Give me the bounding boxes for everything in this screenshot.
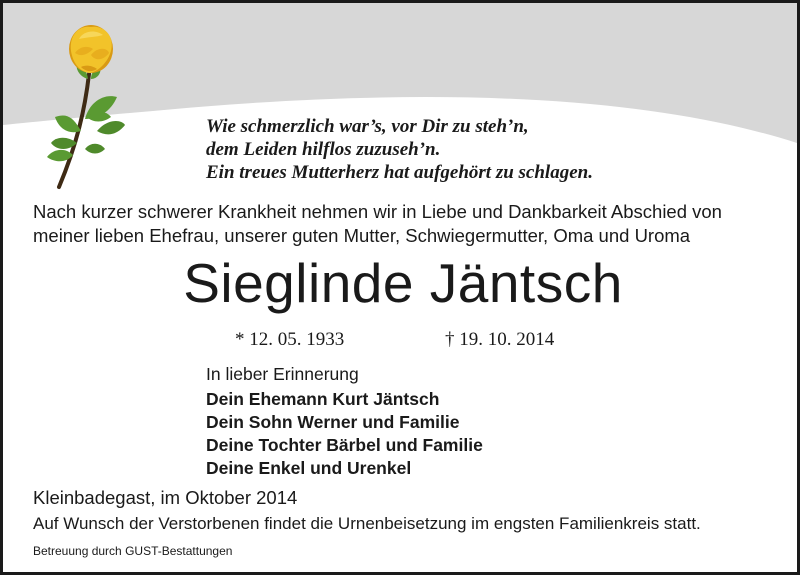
place-date: Kleinbadegast, im Oktober 2014 [33, 487, 298, 508]
mourners-list [206, 388, 483, 480]
intro-text [33, 200, 778, 248]
mourner-line: Deine Tochter Bärbel und Familie [206, 435, 483, 455]
poem [206, 115, 593, 184]
memory-label: In lieber Erinnerung [206, 364, 359, 384]
undertaker-credit: Betreuung durch GUST-Bestattungen [33, 544, 233, 558]
poem-line: Ein treues Mutterherz hat aufgehört zu schlagen. [206, 162, 593, 183]
intro-line: meiner lieben Ehefrau, unserer guten Mutter, Schwiegermutter, Oma und Uroma [33, 225, 691, 246]
deceased-name: Sieglinde Jäntsch [183, 252, 623, 314]
intro-line: Nach kurzer schwerer Krankheit nehmen wir in Liebe und Dankbarkeit Abschied von [33, 201, 722, 222]
mourner-line: Dein Sohn Werner und Familie [206, 412, 460, 432]
poem-line: dem Leiden hilflos zuzuseh’n. [206, 139, 441, 160]
funeral-note: Auf Wunsch der Verstorbenen findet die Urnenbeisetzung im engsten Familienkreis statt. [33, 514, 701, 533]
birth-date: * 12. 05. 1933 [235, 329, 345, 350]
mourner-line: Deine Enkel und Urenkel [206, 458, 412, 478]
poem-line: Wie schmerzlich war’s, vor Dir zu steh’n, [206, 116, 529, 137]
death-date: † 19. 10. 2014 [445, 329, 555, 350]
rose-icon [25, 19, 145, 191]
mourner-line: Dein Ehemann Kurt Jäntsch [206, 389, 440, 409]
